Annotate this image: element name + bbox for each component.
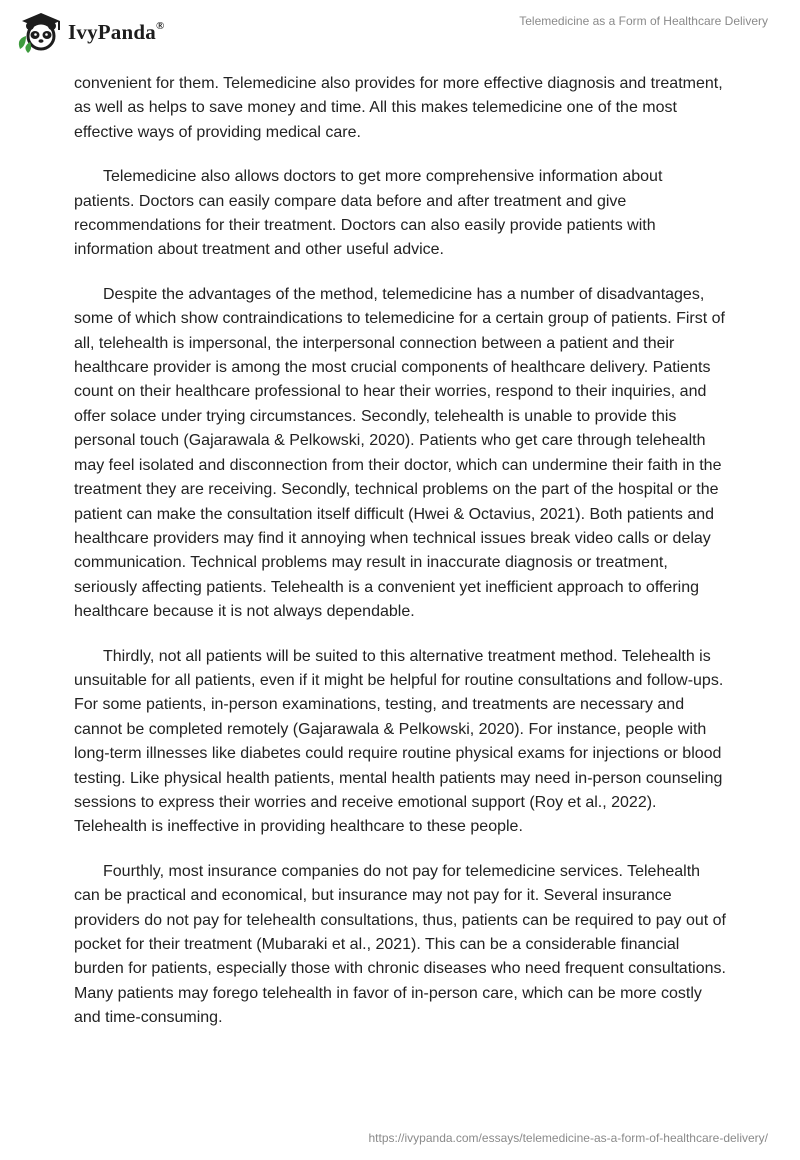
document-title: Telemedicine as a Form of Healthcare Delivery — [519, 14, 768, 28]
paragraph: Fourthly, most insurance companies do not pay for telemedicine services. Telehealth can be practical and economical, but insurance may not pay for it. Several insurance providers do not pay for telehealth consultations, thus, patients can be required to pay out of pocket for their treatment (Mubaraki et al., 2021). This can be a considerable financial burden for patients, especially those with chronic diseases who need frequent consultations. Many patients may forego telehealth in favor of in-person care, which can be more costly and time-consuming. — [74, 862, 726, 1027]
ivypanda-logo[interactable] — [14, 8, 164, 56]
registered-mark: ® — [155, 19, 165, 32]
page-header — [0, 0, 800, 60]
source-url-link[interactable]: https://ivypanda.com/essays/telemedicine-as-a-form-of-healthcare-delivery/ — [368, 1131, 768, 1145]
paragraph: Telemedicine also allows doctors to get more comprehensive information about patients. Doctors can easily compare data before and after treatment and give recommendations for their treatment. Doctors can also easily provide patients with information about treatment and other useful advice. — [74, 168, 663, 259]
brand-name: IvyPanda® — [68, 19, 165, 44]
essay-body — [74, 72, 726, 1051]
paragraph-continued: convenient for them. Telemedicine also provides for more effective diagnosis and treatment, as well as helps to save money and time. All this makes telemedicine one of the most effective ways of providing medical care. — [74, 75, 723, 141]
paragraph: Thirdly, not all patients will be suited to this alternative treatment method. Telehealth is unsuitable for all patients, even if it might be helpful for routine consultations and follow-ups. For some patients, in-person examinations, testing, and treatments are necessary and cannot be completed remotely (Gajarawala & Pelkowski, 2020). For instance, people with long-term illnesses like diabetes could require routine physical exams for injections or blood testing. Like physical health patients, mental health patients may need in-person counseling sessions to express their worries and receive emotional support (Roy et al., 2022). Telehealth is ineffective in providing healthcare to these people. — [74, 647, 724, 836]
panda-graduate-icon — [14, 9, 64, 55]
paragraph: Despite the advantages of the method, telemedicine has a number of disadvantages, some of which show contraindications to telemedicine for a certain group of patients. First of all, telehealth is impersonal, the interpersonal connection between a patient and their healthcare provider is among the most crucial components of healthcare delivery. Patients count on their healthcare professional to hear their worries, respond to their inquiries, and offer solace under trying circumstances. Secondly, telehealth is unable to provide this personal touch (Gajarawala & Pelkowski, 2020). Patients who get care through telehealth may feel isolated and disconnection from their doctor, which can undermine their faith in the treatment they are receiving. Secondly, technical problems on the part of the hospital or the patient can make the consultation itself difficult (Hwei & Octavius, 2021). Both patients and healthcare providers may find it annoying when technical issues break video calls or delay communication. Technical problems may result in inaccurate diagnosis or treatment, seriously affecting patients. Telehealth is a convenient yet inefficient approach to offering healthcare because it is not always dependable. — [74, 285, 725, 621]
